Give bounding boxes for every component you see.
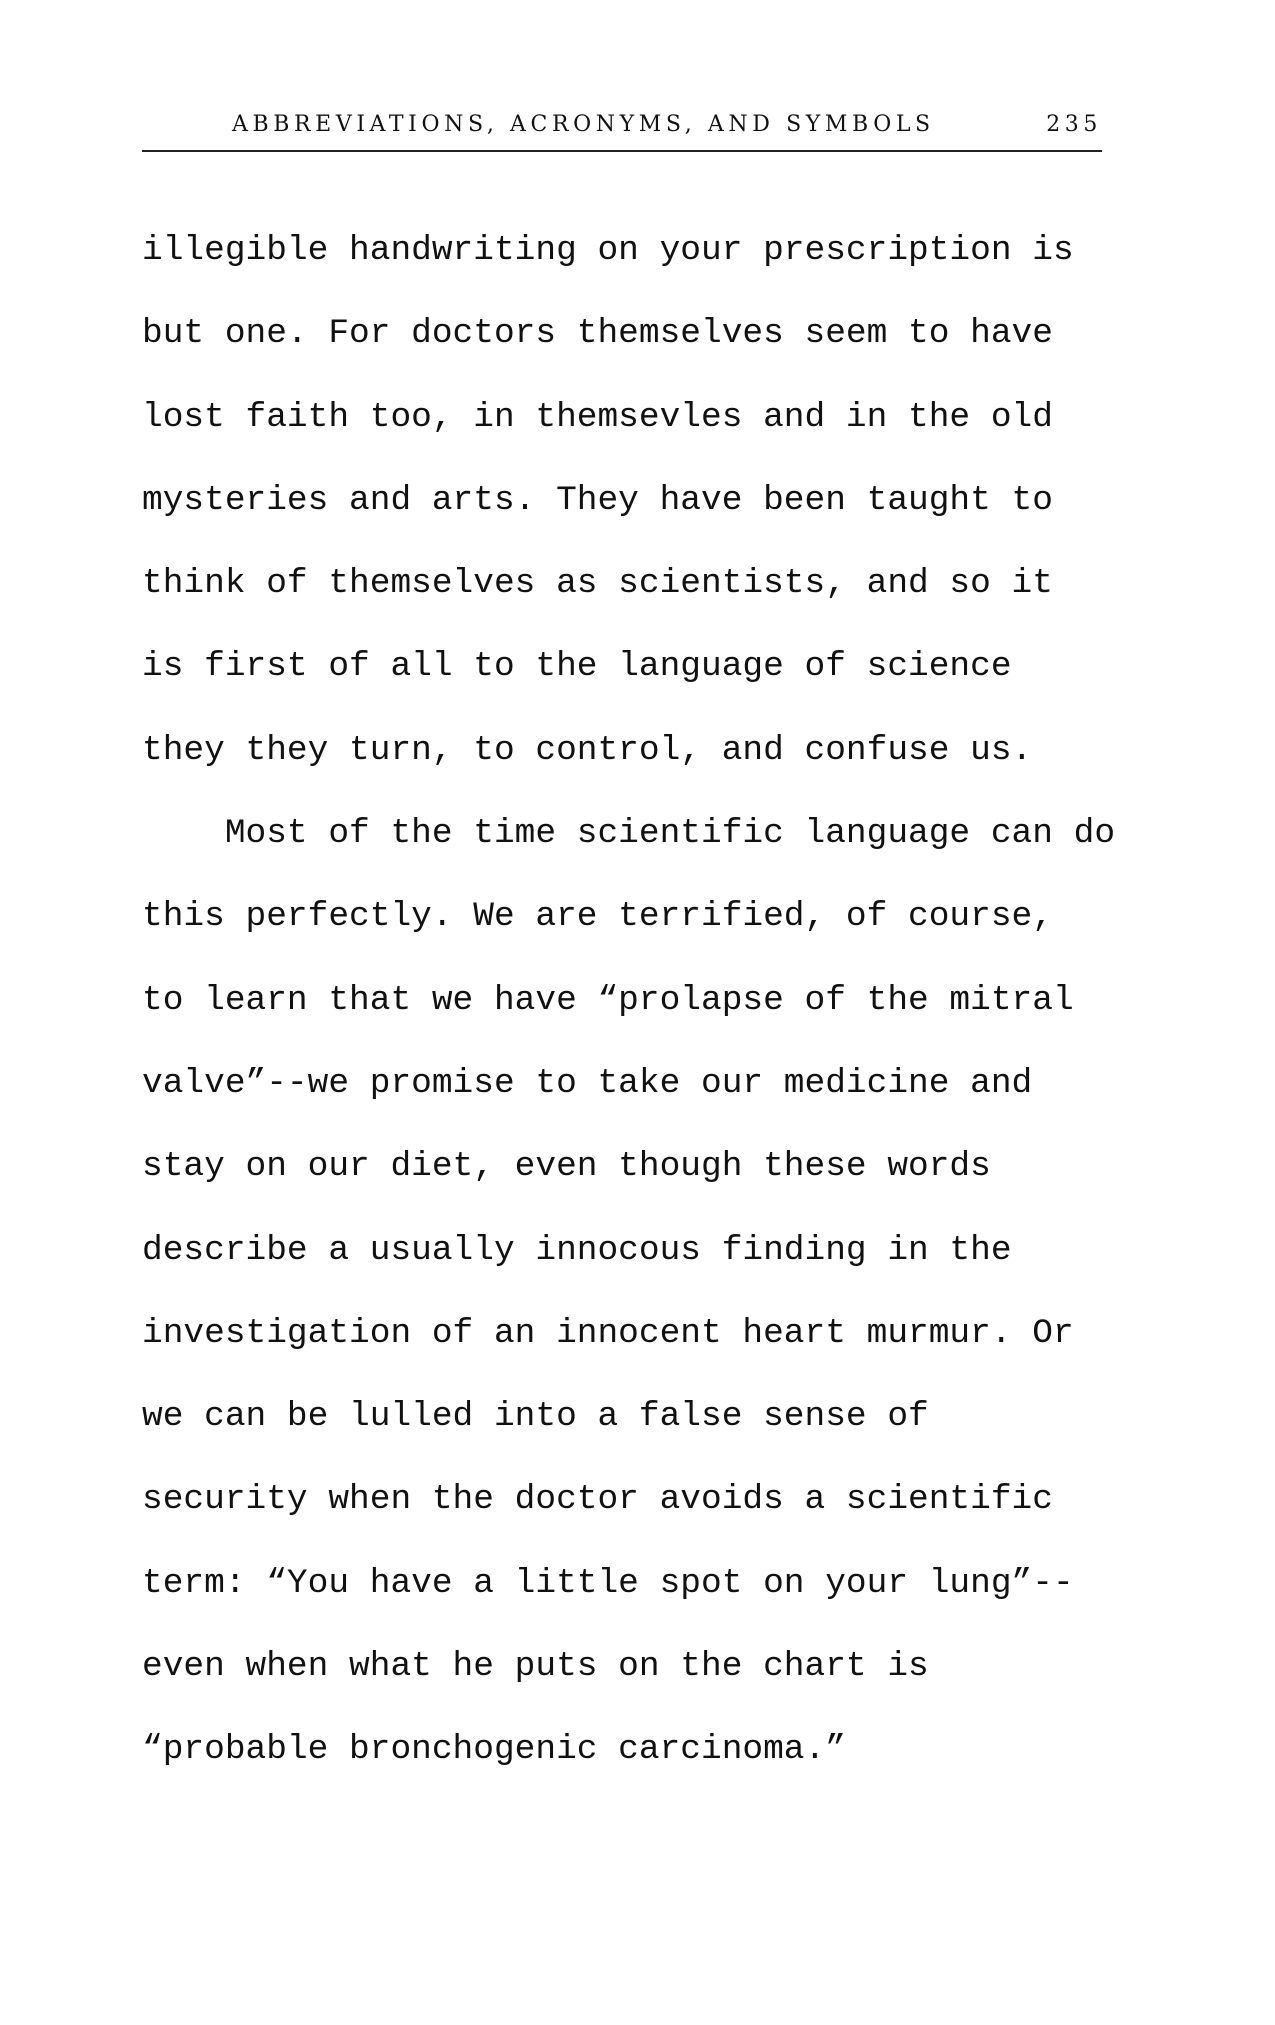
text-line: illegible handwriting on your prescription is: [142, 231, 1074, 270]
text-line: “probable bronchogenic carcinoma.”: [142, 1730, 846, 1770]
text-line: valve”--we promise to take our medicine and: [142, 1063, 1033, 1103]
text-line: security when the doctor avoids a scientific: [142, 1480, 1053, 1520]
running-header: [142, 108, 1102, 152]
running-title: ABBREVIATIONS, ACRONYMS, AND SYMBOLS: [232, 112, 935, 137]
text-line: term: “You have a little spot on your lung”--: [142, 1563, 1074, 1603]
text-line: think of themselves as scientists, and so it: [142, 564, 1053, 604]
text-line: lost faith too, in themsevles and in the old: [142, 397, 1053, 437]
text-line: stay on our diet, even though these words: [142, 1147, 991, 1187]
text-line: this perfectly. We are terrified, of course,: [142, 897, 1053, 937]
text-line: they they turn, to control, and confuse us.: [142, 730, 1033, 770]
text-line: is first of all to the language of science: [142, 647, 1012, 687]
text-line: even when what he puts on the chart is: [142, 1647, 929, 1687]
text-line: but one. For doctors themselves seem to have: [142, 314, 1053, 354]
text-line: we can be lulled into a false sense of: [142, 1397, 929, 1437]
paragraph-start-line: Most of the time scientific language can do: [142, 814, 1116, 854]
page-number: 235: [1046, 112, 1102, 137]
text-line: mysteries and arts. They have been taught to: [142, 480, 1053, 520]
text-line: to learn that we have “prolapse of the mitral: [142, 980, 1074, 1020]
body-text: [142, 221, 1142, 1804]
text-line: investigation of an innocent heart murmur. Or: [142, 1313, 1074, 1353]
text-line: describe a usually innocous finding in the: [142, 1230, 1012, 1270]
